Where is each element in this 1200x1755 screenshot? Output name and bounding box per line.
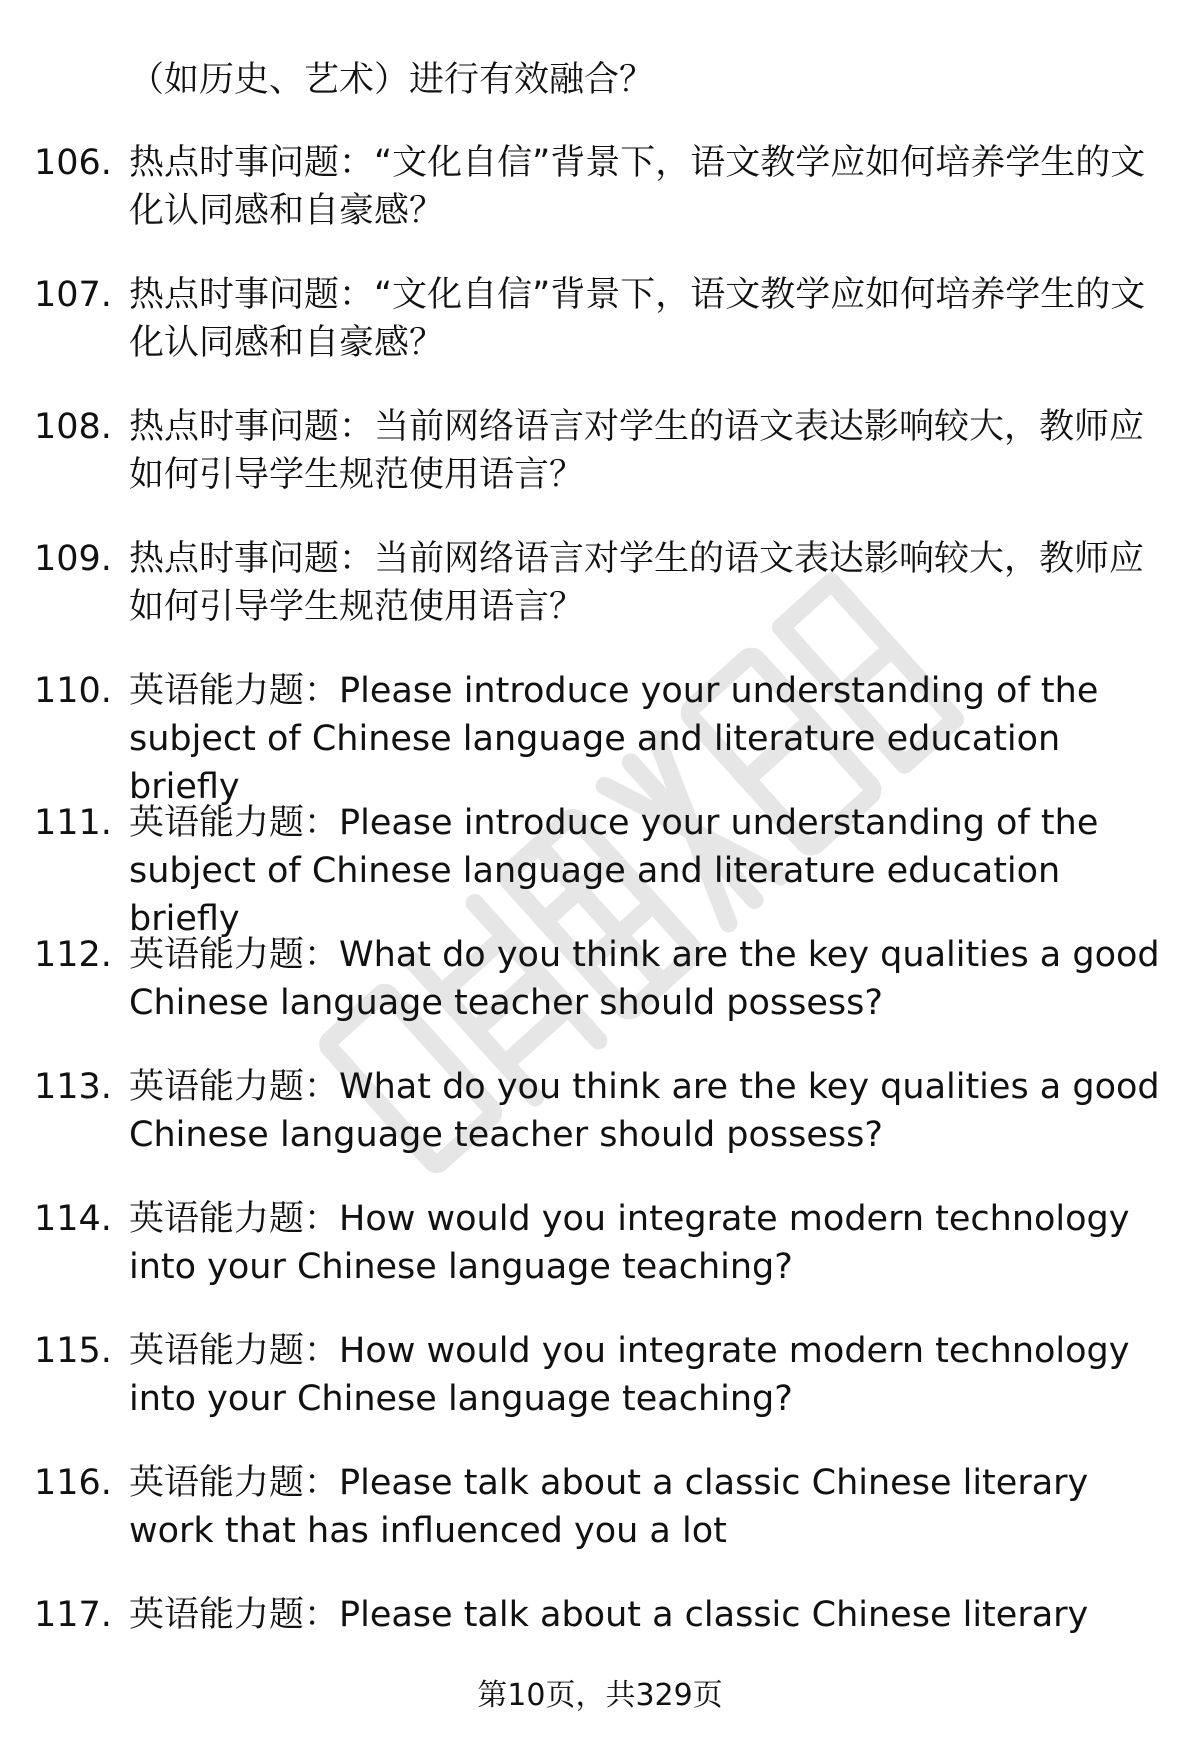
question-text: 英语能力题：How would you integrate modern technology into your Chinese language teaching? (129, 1199, 1130, 1287)
question-item (34, 799, 1174, 939)
question-text: 英语能力题：What do you think are the key qualities a good Chinese language teacher should possess? (129, 1067, 1160, 1155)
question-number: 117. (34, 1595, 112, 1635)
question-text: 热点时事问题：当前网络语言对学生的语文表达影响较大，教师应如何引导学生规范使用语言？ (129, 407, 1145, 495)
question-number: 108. (34, 407, 112, 447)
question-item (34, 1195, 1174, 1292)
question-text: 英语能力题：Please introduce your understanding of the subject of Chinese language and literature education briefly (129, 671, 1099, 807)
question-number: 110. (34, 671, 112, 711)
question-text: 热点时事问题：当前网络语言对学生的语文表达影响较大，教师应如何引导学生规范使用语言？ (129, 539, 1145, 627)
question-number: 109. (34, 539, 112, 579)
question-number: 115. (34, 1331, 112, 1371)
question-text: 英语能力题：Please talk about a classic Chinese literary work that has influenced you a lot (129, 1463, 1089, 1551)
question-number: 113. (34, 1067, 112, 1107)
question-item (34, 1327, 1174, 1424)
question-list (34, 139, 1174, 1723)
question-number: 106. (34, 143, 112, 183)
question-item (34, 535, 1174, 632)
question-item (34, 1591, 1174, 1688)
question-text: 英语能力题：Please talk about a classic Chinese literary (129, 1595, 1089, 1635)
question-item (34, 1063, 1174, 1160)
question-item (34, 403, 1174, 500)
question-item (34, 271, 1174, 368)
question-text: 英语能力题：Please introduce your understanding of the subject of Chinese language and literature education briefly (129, 803, 1099, 939)
question-number: 107. (34, 275, 112, 315)
question-number: 111. (34, 803, 112, 843)
question-item (34, 139, 1174, 236)
question-text: 热点时事问题：“文化自信”背景下，语文教学应如何培养学生的文化认同感和自豪感？ (129, 143, 1146, 231)
question-item (34, 931, 1174, 1028)
question-number: 116. (34, 1463, 112, 1503)
question-text: 英语能力题：How would you integrate modern technology into your Chinese language teaching? (129, 1331, 1130, 1419)
question-text: 热点时事问题：“文化自信”背景下，语文教学应如何培养学生的文化认同感和自豪感？ (129, 275, 1146, 363)
continued-question-text: （如历史、艺术）进行有效融合？ (129, 60, 655, 100)
page-footer: 第10页，共329页 (477, 1678, 723, 1713)
question-item (34, 1459, 1174, 1556)
question-number: 112. (34, 935, 112, 975)
question-text: 英语能力题：What do you think are the key qualities a good Chinese language teacher should possess? (129, 935, 1160, 1023)
question-item (34, 667, 1174, 807)
question-number: 114. (34, 1199, 112, 1239)
